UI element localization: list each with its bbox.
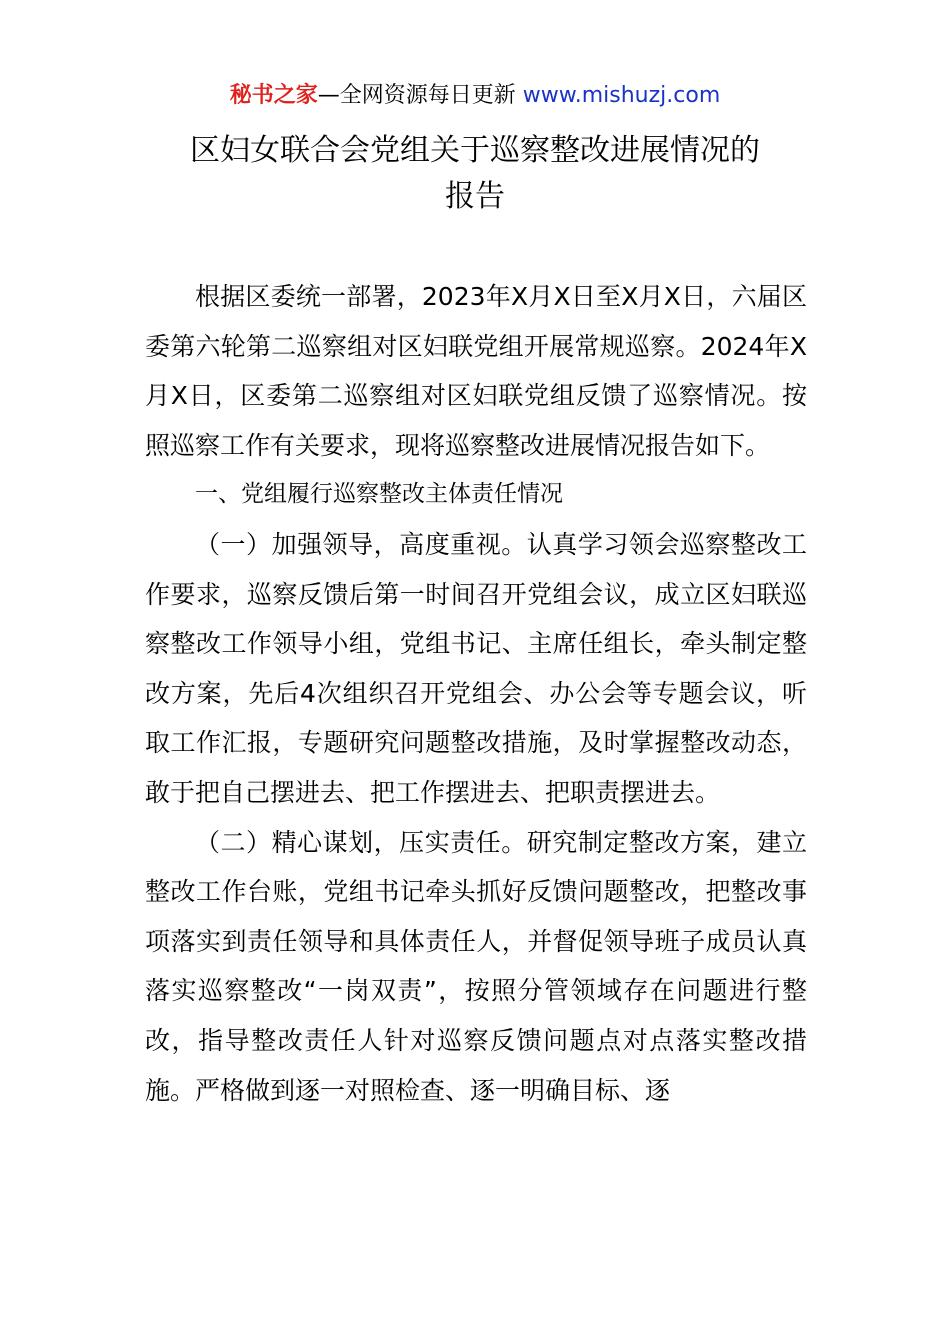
paragraph-intro: 根据区委统一部署，2023年X月X日至X月X日，六届区委第六轮第二巡察组对区妇联党组开展常规巡察。2024年X月X日，区委第二巡察组对区妇联党组反馈了巡察情况。按照巡察工作有关要求，现将巡察整改进展情况报告如下。 <box>145 282 807 460</box>
site-tagline: —全网资源每日更新 <box>317 83 516 108</box>
document-title <box>0 128 950 220</box>
title-line-1: 区妇女联合会党组关于巡察整改进展情况的 <box>190 133 760 168</box>
site-brand: 秘书之家 <box>229 83 318 108</box>
title-line-2: 报告 <box>445 179 505 214</box>
paragraph-subsection-2: （二）精心谋划，压实责任。研究制定整改方案，建立整改工作台账，党组书记牵头抓好反馈问题整改，把整改事项落实到责任领导和具体责任人，并督促领导班子成员认真落实巡察整改“一岗双责”，按照分管领域存在问题进行整改，指导整改责任人针对巡察反馈问题点对点落实整改措施。严格做到逐一对照检查、逐一明确目标、逐 <box>145 827 807 1105</box>
paragraph-subsection-1: （一）加强领导，高度重视。认真学习领会巡察整改工作要求，巡察反馈后第一时间召开党组会议，成立区妇联巡察整改工作领导小组，党组书记、主席任组长，牵头制定整改方案，先后4次组织召开党组会、办公会等专题会议，听取工作汇报，专题研究问题整改措施，及时掌握整改动态，敢于把自己摆进去、把工作摆进去、把职责摆进去。 <box>145 529 807 807</box>
site-url-link[interactable]: www.mishuzj.com <box>522 83 721 108</box>
document-body <box>145 272 807 1115</box>
section-heading-1: 一、党组履行巡察整改主体责任情况 <box>195 481 563 508</box>
site-header <box>0 80 950 112</box>
